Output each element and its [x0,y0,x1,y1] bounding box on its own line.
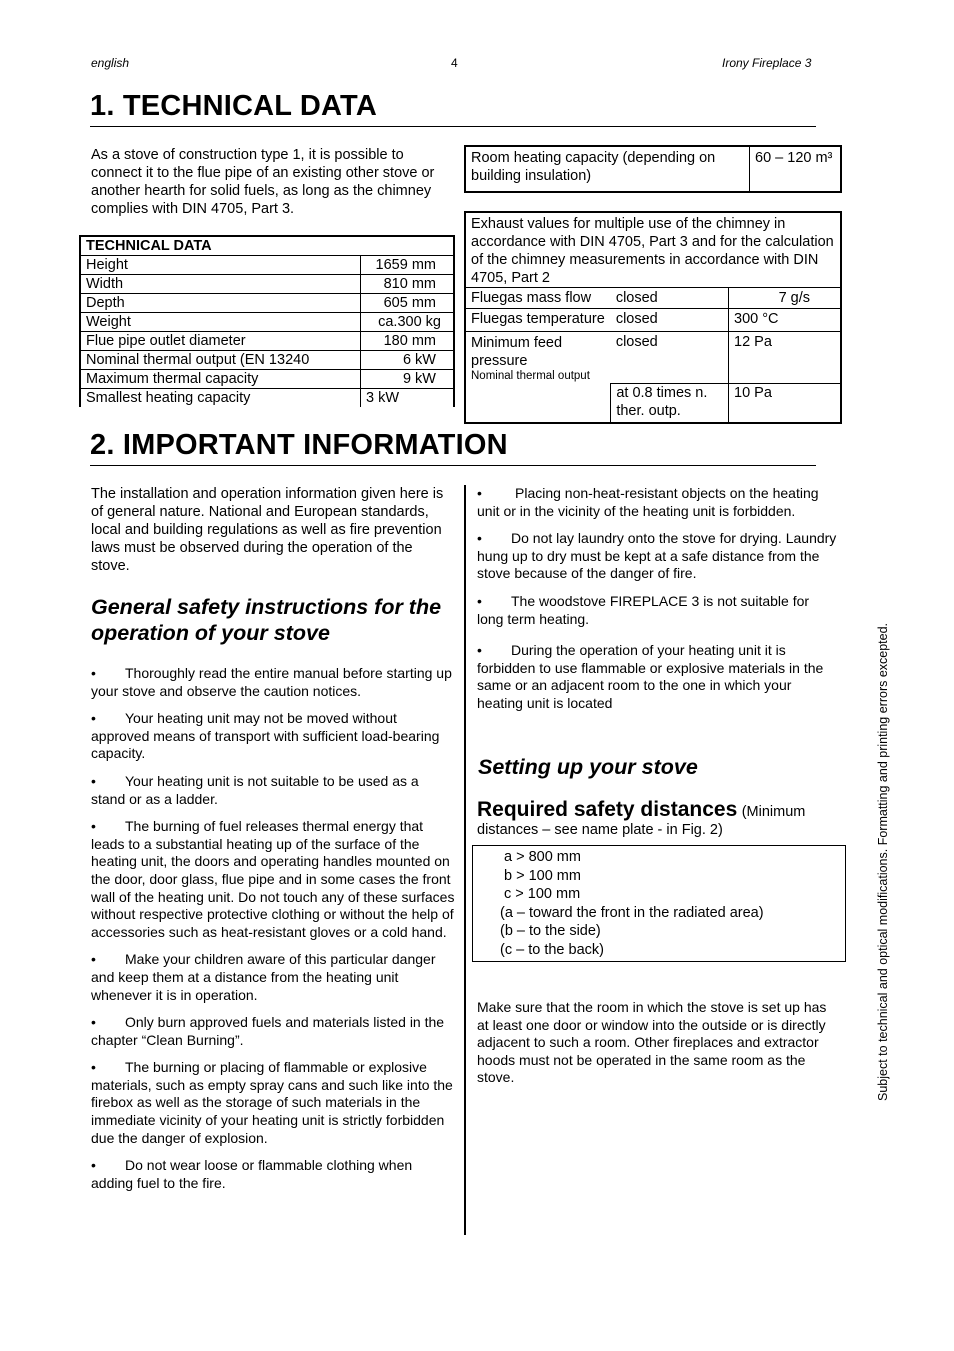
list-item: • During the operation of your heating unit it is forbidden to use flammable or explosive materials in the same or an adjacent room to the one in which your heating unit is located [477,642,824,711]
title-rule [90,465,816,466]
distance-legend-a: (a – toward the front in the radiated area) [500,904,764,921]
distance-b: b > 100 mm [504,867,581,884]
list-item: • Your heating unit may not be moved without approved means of transport with sufficient load-bearing capacity. [91,710,440,762]
distance-legend-c: (c – to the back) [500,941,604,958]
distances-heading-block [477,798,839,839]
technical-data-table-header: TECHNICAL DATA [80,236,454,256]
safety-list-right [477,485,839,713]
header-language: english [91,56,130,70]
technical-data-table [79,235,455,407]
distances-note: (Minimum distances – see name plate - in Fig. 2) [477,804,806,838]
setup-heading: Setting up your stove [478,755,698,779]
table-row: Weight ca.300 kg [80,313,454,332]
distance-a: a > 800 mm [504,849,581,865]
list-item: • Your heating unit is not suitable to be used as a stand or as a ladder. [91,772,419,807]
table-row: Minimum feed pressure Nominal thermal output closed 12 Pa [465,332,841,384]
safety-heading: General safety instructions for the operation of your stove [91,595,442,645]
table-row: Fluegas temperature closed 300 °C [465,309,841,332]
column-divider [464,485,466,1235]
list-item: • Do not wear loose or flammable clothing when adding fuel to the fire. [91,1157,413,1191]
table-row: Width 810 mm [80,275,454,294]
table-row: at 0.8 times n. ther. outp. 10 Pa [465,383,841,423]
table-row: Flue pipe outlet diameter 180 mm [80,332,454,351]
table-row: Fluegas mass flow closed 7 g/s [465,288,841,309]
room-note: Make sure that the room in which the stove is set up has at least one door or window into the outside or is directly adjacent to such a room. Other fireplaces and extractor hoods must not be operated in the same room as the stove. [477,999,827,1086]
list-item: • The burning of fuel releases thermal energy that leads to a substantial heating up of the surface of the heating unit, the doors and operating handles mounted on the door, door glass, flue pipe and in some cases the front wall of the heating unit. Do not touch any of these surfaces without respective protective clothing or without the help of accessories such as heat-resistant gloves or a cold hand. [91,818,455,940]
sidebar-note: Subject to technical and optical modifications. Formatting and printing errors excepted. [876,622,890,1101]
table-row: Height 1659 mm [80,256,454,275]
distance-c: c > 100 mm [504,886,581,902]
table-row: Smallest heating capacity 3 kW [80,389,454,408]
room-heating-table [464,145,842,193]
section-title-technical-data: 1. TECHNICAL DATA [90,90,377,122]
section-title-important-information: 2. IMPORTANT INFORMATION [90,429,508,461]
safety-list-left [91,665,455,1192]
exhaust-values-table [464,211,842,424]
table-row: Maximum thermal capacity 9 kW [80,370,454,389]
table-row: Nominal thermal output (EN 13240 6 kW [80,351,454,370]
distance-legend-b: (b – to the side) [500,923,601,939]
list-item: • Do not lay laundry onto the stove for drying. Laundry hung up to dry must be kept at a safe distance from the stove because of the danger of fire. [477,530,837,582]
important-intro: The installation and operation information given here is of general nature. National and European standards, local and building regulations as well as fire prevention laws must be observed during the operation of the stove. [91,486,444,574]
title-rule [90,126,816,127]
list-item: • The woodstove FIREPLACE 3 is not suitable for long term heating. [477,592,810,627]
technical-intro: As a stove of construction type 1, it is possible to connect it to the flue pipe of an existing other stove or another hearth for solid fuels, as long as the chimney complies with DIN 4705, Part 3. [91,147,435,217]
distances-heading: Required safety distances [477,798,738,821]
table-row: Depth 605 mm [80,294,454,313]
room-heating-label: Room heating capacity (depending on building insulation) [465,146,750,192]
list-item: • The burning or placing of flammable or explosive materials, such as empty spray cans and such like into the firebox as well as the storage of such materials in the immediate vicinity of your heating unit is strictly forbidden due the danger of explosion. [91,1059,453,1146]
list-item: • Thoroughly read the entire manual before starting up your stove and observe the caution notices. [91,665,452,699]
list-item: • Only burn approved fuels and materials listed in the chapter “Clean Burning”. [91,1014,445,1048]
header-product: Irony Fireplace 3 [722,56,812,70]
distances-box [472,845,846,962]
list-item: • Make your children aware of this particular danger and keep them at a distance from the heating unit whenever it is in operation. [91,951,436,1003]
exhaust-table-header: Exhaust values for multiple use of the chimney in accordance with DIN 4705, Part 3 and for the calculation of the chimney measurements in accordance with DIN 4705, Part 2 [465,212,841,288]
page-number: 4 [451,56,458,70]
list-item: • Placing non-heat-resistant objects on the heating unit or in the vicinity of the heating unit is forbidden. [477,485,819,519]
room-heating-value: 60 – 120 m³ [750,146,842,192]
